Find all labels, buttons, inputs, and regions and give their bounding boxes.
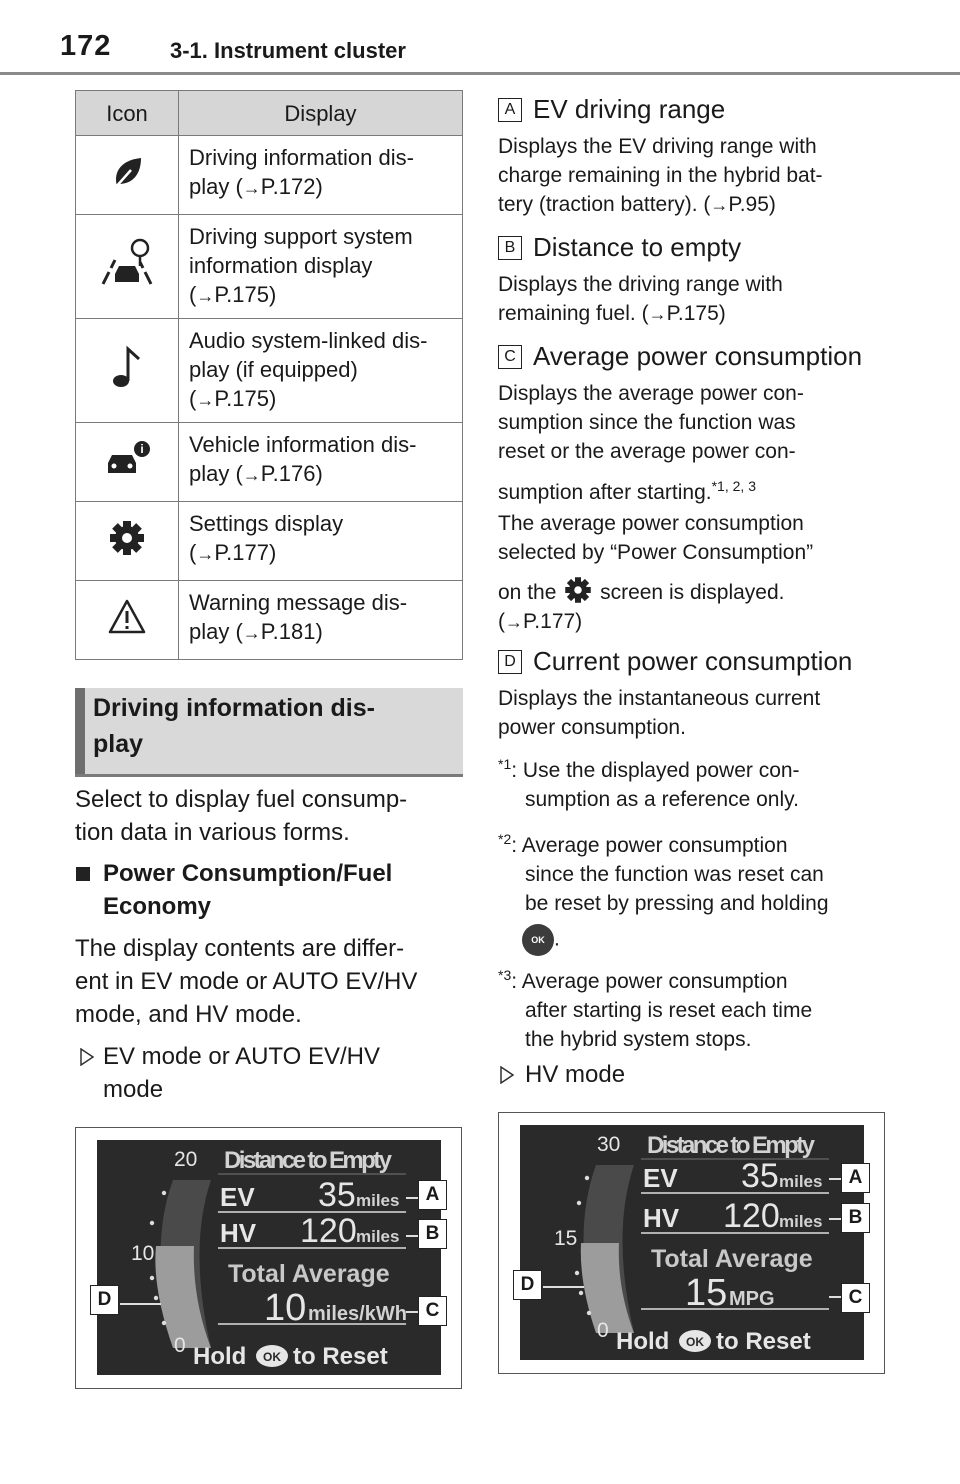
item-letter-b: B — [498, 236, 522, 260]
page-ref-link[interactable]: P.172) — [260, 174, 323, 199]
page-ref-link[interactable]: P.175) — [214, 386, 277, 411]
arrow-icon: → — [196, 286, 215, 306]
row-text-line: play ( — [189, 619, 243, 644]
item-desc-b: Displays the driving range with remaining fuel. (→P.175) — [498, 273, 783, 325]
leaf-icon — [107, 152, 147, 192]
gauge-scale-mid: 10 — [131, 1242, 155, 1265]
item-title-d: Current power consumption — [533, 646, 853, 676]
arrow-icon: → — [242, 623, 261, 643]
hv-unit: miles — [356, 1227, 400, 1246]
row-text-line: ( — [189, 282, 197, 307]
arrow-icon: → — [505, 612, 523, 632]
item-title-c: Average power consumption — [533, 341, 863, 371]
arrow-icon: → — [196, 390, 215, 410]
triangle-bullet-icon — [80, 1048, 94, 1066]
intro-text: Select to display fuel consump- tion data in various forms. — [75, 786, 408, 846]
mode-paragraph: The display contents are differ- ent in EV mode or AUTO EV/HV mode, and HV mode. — [75, 935, 418, 1028]
row-text-line: ( — [189, 540, 197, 565]
avg-value: 10 — [264, 1287, 307, 1329]
gauge-scale-mid: 15 — [554, 1227, 578, 1250]
row-text-line: play ( — [189, 461, 243, 486]
table-row — [76, 319, 463, 423]
column-header-display: Display — [179, 91, 463, 136]
ok-button-icon: OK — [522, 924, 554, 956]
callout-b: B — [841, 1203, 870, 1233]
subheading: Power Consumption/Fuel Economy — [103, 860, 393, 920]
hv-cluster-screen — [499, 1113, 884, 1373]
item-desc-a: Displays the EV driving range with charge remaining in the hybrid bat- tery (traction battery). (→P.95) — [498, 135, 823, 216]
ev-unit: miles — [356, 1191, 400, 1210]
row-text-line: ( — [189, 386, 197, 411]
callout-a: A — [418, 1180, 447, 1210]
ev-label: EV — [220, 1182, 255, 1212]
row-text-line: Audio system-linked dis- — [189, 328, 428, 353]
cluster-title: Distance to Empty — [224, 1147, 392, 1174]
gear-icon — [562, 575, 594, 605]
gauge-scale-bottom: 0 — [597, 1319, 609, 1342]
section-heading: 3-1. Instrument cluster — [170, 38, 406, 63]
page-number: 172 — [60, 30, 112, 62]
hv-value: 120 — [723, 1197, 780, 1235]
hv-unit: miles — [779, 1212, 823, 1231]
avg-unit: miles/kWh — [308, 1303, 407, 1325]
avg-value: 15 — [685, 1272, 728, 1314]
arrow-icon: → — [710, 195, 729, 215]
hv-label: HV — [643, 1203, 680, 1233]
square-bullet-icon — [76, 867, 90, 881]
car-lanes-icon — [95, 238, 159, 288]
reset-text: to Reset — [716, 1328, 811, 1355]
arrow-icon: → — [242, 178, 261, 198]
table-row — [76, 502, 463, 581]
hold-text: Hold — [616, 1328, 670, 1355]
item-title-a: EV driving range — [533, 94, 726, 124]
ev-value: 35 — [318, 1176, 356, 1214]
section-title: Driving information dis- play — [93, 694, 375, 758]
callout-d: D — [513, 1270, 542, 1300]
row-text-line: Vehicle information dis- — [189, 432, 417, 457]
footnote-1: $^{*1}$: Use the displayed power con- sumption as a reference only. — [498, 756, 800, 811]
header-rule — [0, 72, 960, 75]
hv-mode-figure — [498, 1112, 885, 1374]
triangle-bullet-icon — [500, 1066, 514, 1084]
ev-mode-bullet: EV mode or AUTO EV/HV mode — [103, 1043, 380, 1103]
callout-b: B — [418, 1219, 447, 1249]
item-title-b: Distance to empty — [533, 232, 742, 262]
page-ref-link[interactable]: P.181) — [260, 619, 323, 644]
row-text-line: Driving support system — [189, 224, 413, 249]
gauge-scale-top: 30 — [597, 1133, 621, 1156]
table-row — [76, 423, 463, 502]
avg-title: Total Average — [228, 1260, 390, 1288]
table-row — [76, 215, 463, 319]
callout-d: D — [90, 1285, 119, 1315]
callout-c: C — [418, 1296, 447, 1326]
row-text-line: information display — [189, 253, 373, 278]
row-text-line: Settings display — [189, 511, 344, 536]
gauge-scale-bottom: 0 — [174, 1334, 186, 1357]
item-letter-a: A — [498, 98, 522, 122]
svg-text:i: i — [140, 441, 144, 456]
page-ref-link[interactable]: P.175) — [666, 302, 726, 325]
car-info-icon — [102, 439, 152, 479]
table-row — [76, 136, 463, 215]
gauge-scale-top: 20 — [174, 1148, 198, 1171]
cluster-title: Distance to Empty — [647, 1132, 815, 1159]
gear-icon — [107, 518, 147, 558]
footnote-2: $^{*2}$: Average power consumption since the function was reset can be reset by pressing and holding OK . — [498, 825, 898, 958]
row-text-line: Warning message dis- — [189, 590, 408, 615]
section-title-bar — [75, 688, 85, 774]
page-ref-link[interactable]: P.177) — [214, 540, 277, 565]
warning-triangle-icon — [107, 598, 147, 636]
column-header-icon: Icon — [76, 91, 179, 136]
ev-value: 35 — [741, 1157, 779, 1195]
avg-unit: MPG — [729, 1288, 775, 1310]
hv-value: 120 — [300, 1212, 357, 1250]
item-desc-d: Displays the instantaneous current power consumption. — [498, 687, 821, 739]
arrow-icon: → — [196, 544, 215, 564]
hold-text: Hold — [193, 1343, 247, 1370]
ev-mode-figure — [75, 1127, 462, 1389]
arrow-icon: → — [242, 465, 261, 485]
footnote-3: $^{*3}$: Average power consumption after starting is reset each time the hybrid system stops. — [498, 967, 813, 1051]
item-letter-d: D — [498, 650, 522, 674]
hv-mode-bullet: HV mode — [525, 1061, 626, 1088]
ok-text: OK — [263, 1350, 281, 1364]
ok-text: OK — [686, 1335, 704, 1349]
arrow-icon: → — [648, 304, 667, 324]
item-desc-c: Displays the average power con- sumption since the function was reset or the average power con- sumption after starting.$^{*1, 2, 3}$ The average power consumption selected by “Power Consumption” on the screen is displayed. (→P.177) — [498, 382, 814, 633]
avg-title: Total Average — [651, 1245, 813, 1273]
row-text-line: play (if equipped) — [189, 357, 358, 382]
hv-label: HV — [220, 1218, 257, 1248]
callout-a: A — [841, 1163, 870, 1193]
ev-label: EV — [643, 1163, 678, 1193]
ev-cluster-screen — [76, 1128, 461, 1388]
row-text-line: play ( — [189, 174, 243, 199]
footnote-ref: *1, 2, 3 — [711, 478, 756, 494]
icon-display-table — [75, 90, 463, 660]
table-row — [76, 581, 463, 660]
page-ref-link[interactable]: P.95) — [728, 193, 776, 216]
page-ref-link[interactable]: P.176) — [260, 461, 323, 486]
page-ref-link[interactable]: P.175) — [214, 282, 277, 307]
row-text-line: Driving information dis- — [189, 145, 414, 170]
item-letter-c: C — [498, 345, 522, 369]
page-ref-link[interactable]: P.177) — [523, 610, 583, 633]
ev-unit: miles — [779, 1172, 823, 1191]
reset-text: to Reset — [293, 1343, 388, 1370]
music-note-icon — [109, 343, 145, 391]
callout-c: C — [841, 1283, 870, 1313]
